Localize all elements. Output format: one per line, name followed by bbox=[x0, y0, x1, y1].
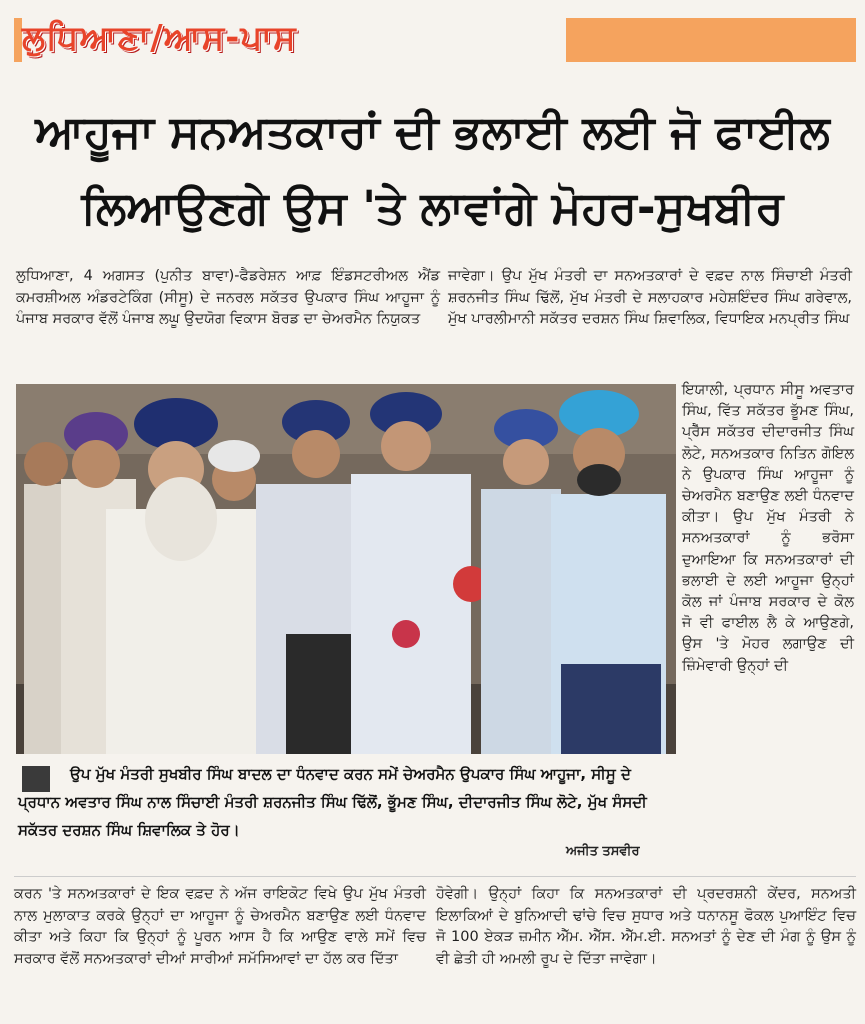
headline-line-2: ਲਿਆਉਣਗੇ ਉਸ 'ਤੇ ਲਾਵਾਂਗੇ ਮੋਹਰ-ਸੁਖਬੀਰ bbox=[81, 181, 784, 234]
article-bottom-left: ਕਰਨ 'ਤੇ ਸਨਅਤਕਾਰਾਂ ਦੇ ਇਕ ਵਫ਼ਦ ਨੇ ਅੱਜ ਰਾਇਕੋਟ ਵਿਖੇ ਉਪ ਮੁੱਖ ਮੰਤਰੀ ਨਾਲ ਮੁਲਾਕਾਤ ਕਰਕੇ ਉਨ੍ਹਾਂ ਦਾ ਆਹੂਜਾ ਨੂੰ ਚੇਅਰਮੈਨ ਬਣਾਉਣ ਲਈ ਧੰਨਵਾਦ ਕੀਤਾ ਅਤੇ ਕਿਹਾ ਕਿ ਉਨ੍ਹਾਂ ਨੂੰ ਪੂਰਨ ਆਸ ਹੈ ਕਿ ਆਉਣ ਵਾਲੇ ਸਮੇਂ ਵਿਚ ਸਰਕਾਰ ਵੱਲੋਂ ਸਨਅਤਕਾਰਾਂ ਦੀਆਂ ਸਾਰੀਆਂ ਸਮੱਸਿਆਵਾਂ ਦਾ ਹੱਲ ਕਰ ਦਿੱਤਾ bbox=[14, 886, 426, 967]
headline-line-1: ਆਹੂਜਾ ਸਨਅਤਕਾਰਾਂ ਦੀ ਭਲਾਈ ਲਈ ਜੋ ਫਾਈਲ bbox=[35, 105, 830, 158]
article-bottom-right: ਹੋਵੇਗੀ। ਉਨ੍ਹਾਂ ਕਿਹਾ ਕਿ ਸਨਅਤਕਾਰਾਂ ਦੀ ਪ੍ਰਦਰਸ਼ਨੀ ਕੇਂਦਰ, ਸਨਅਤੀ ਇਲਾਕਿਆਂ ਦੇ ਬੁਨਿਆਦੀ ਢਾਂਚੇ ਵਿਚ ਸੁਧਾਰ ਅਤੇ ਧਨਾਨਸੂ ਫੋਕਲ ਪੁਆਇੰਟ ਵਿਚ ਜੋ 100 ਏਕੜ ਜ਼ਮੀਨ ਐੱਮ. ਐੱਸ. ਐੱਮ.ਈ. ਸਨਅਤਾਂ ਨੂੰ ਦੇਣ ਦੀ ਮੰਗ ਨੂੰ ਉਸ ਨੂੰ ਵੀ ਛੇਤੀ ਹੀ ਅਮਲੀ ਰੂਪ ਦੇ ਦਿੱਤਾ ਜਾਵੇਗਾ। bbox=[436, 886, 856, 967]
news-photo bbox=[16, 384, 676, 754]
header-left-stripe bbox=[14, 18, 22, 62]
photo-credit: ਅਜੀਤ ਤਸਵੀਰ bbox=[566, 844, 640, 859]
article-top-left: ਲੁਧਿਆਣਾ, 4 ਅਗਸਤ (ਪੁਨੀਤ ਬਾਵਾ)-ਫੈਡਰੇਸ਼ਨ ਆਫ਼ ਇੰਡਸਟਰੀਅਲ ਐਂਡ ਕਮਰਸ਼ੀਅਲ ਅੰਡਰਟੇਕਿੰਗ (ਸੀਸੂ) ਦੇ ਜਨਰਲ ਸਕੱਤਰ ਉਪਕਾਰ ਸਿੰਘ ਆਹੂਜਾ ਨੂੰ ਪੰਜਾਬ ਸਰਕਾਰ ਵੱਲੋਂ ਪੰਜਾਬ ਲਘੂ ਉਦਯੋਗ ਵਿਕਾਸ ਬੋਰਡ ਦਾ ਚੇਅਰਮੈਨ ਨਿਯੁਕਤ bbox=[16, 268, 440, 327]
headline bbox=[20, 94, 845, 246]
article-right-column: ਇਯਾਲੀ, ਪ੍ਰਧਾਨ ਸੀਸੂ ਅਵਤਾਰ ਸਿੰਘ, ਵਿੱਤ ਸਕੱਤਰ ਭੂੱਮਣ ਸਿੰਘ, ਪ੍ਰੈੱਸ ਸਕੱਤਰ ਦੀਦਾਰਜੀਤ ਸਿੰਘ ਲੋਟੇ, ਸਨਅਤਕਾਰ ਨਿਤਿਨ ਗੋਇਲ ਨੇ ਉਪਕਾਰ ਸਿੰਘ ਆਹੂਜਾ ਨੂੰ ਚੇਅਰਮੈਨ ਬਣਾਉਣ ਲਈ ਧੰਨਵਾਦ ਕੀਤਾ। ਉਪ ਮੁੱਖ ਮੰਤਰੀ ਨੇ ਸਨਅਤਕਾਰਾਂ ਨੂੰ ਭਰੋਸਾ ਦੁਆਇਆ ਕਿ ਸਨਅਤਕਾਰਾਂ ਦੀ ਭਲਾਈ ਦੇ ਲਈ ਆਹੂਜਾ ਉਨ੍ਹਾਂ ਕੋਲ ਜਾਂ ਪੰਜਾਬ ਸਰਕਾਰ ਦੇ ਕੋਲ ਜੋ ਵੀ ਫਾਈਲ ਲੈ ਕੇ ਆਉਣਗੇ, ਉਸ 'ਤੇ ਮੋਹਰ ਲਗਾਉਣ ਦੀ ਜ਼ਿੰਮੇਵਾਰੀ ਉਨ੍ਹਾਂ ਦੀ bbox=[682, 382, 854, 674]
section-title: ਲੁਧਿਆਣਾ/ਆਸ-ਪਾਸ bbox=[22, 18, 297, 58]
caption-divider bbox=[14, 876, 856, 877]
article-top-right: ਜਾਵੇਗਾ। ਉਪ ਮੁੱਖ ਮੰਤਰੀ ਦਾ ਸਨਅਤਕਾਰਾਂ ਦੇ ਵਫ਼ਦ ਨਾਲ ਸਿੰਚਾਈ ਮੰਤਰੀ ਸ਼ਰਨਜੀਤ ਸਿੰਘ ਢਿੱਲੋਂ, ਮੁੱਖ ਮੰਤਰੀ ਦੇ ਸਲਾਹਕਾਰ ਮਹੇਸ਼ਇੰਦਰ ਸਿੰਘ ਗਰੇਵਾਲ, ਮੁੱਖ ਪਾਰਲੀਮਾਨੀ ਸਕੱਤਰ ਦਰਸ਼ਨ ਸਿੰਘ ਸ਼ਿਵਾਲਿਕ, ਵਿਧਾਇਕ ਮਨਪ੍ਰੀਤ ਸਿੰਘ bbox=[448, 268, 852, 327]
group-photo-image bbox=[16, 384, 676, 754]
header-orange-band bbox=[566, 18, 856, 62]
photo-caption: ਉਪ ਮੁੱਖ ਮੰਤਰੀ ਸੁਖਬੀਰ ਸਿੰਘ ਬਾਦਲ ਦਾ ਧੰਨਵਾਦ ਕਰਨ ਸਮੇਂ ਚੇਅਰਮੈਨ ਉਪਕਾਰ ਸਿੰਘ ਆਹੂਜਾ, ਸੀਸੂ ਦੇ ਪ੍ਰਧਾਨ ਅਵਤਾਰ ਸਿੰਘ ਨਾਲ ਸਿੰਚਾਈ ਮੰਤਰੀ ਸ਼ਰਨਜੀਤ ਸਿੰਘ ਢਿੱਲੋਂ, ਭੂੱਮਣ ਸਿੰਘ, ਦੀਦਾਰਜੀਤ ਸਿੰਘ ਲੋਟੇ, ਮੁੱਖ ਸੰਸਦੀ ਸਕੱਤਰ ਦਰਸ਼ਨ ਸਿੰਘ ਸ਼ਿਵਾਲਿਕ ਤੇ ਹੋਰ। bbox=[18, 765, 647, 839]
